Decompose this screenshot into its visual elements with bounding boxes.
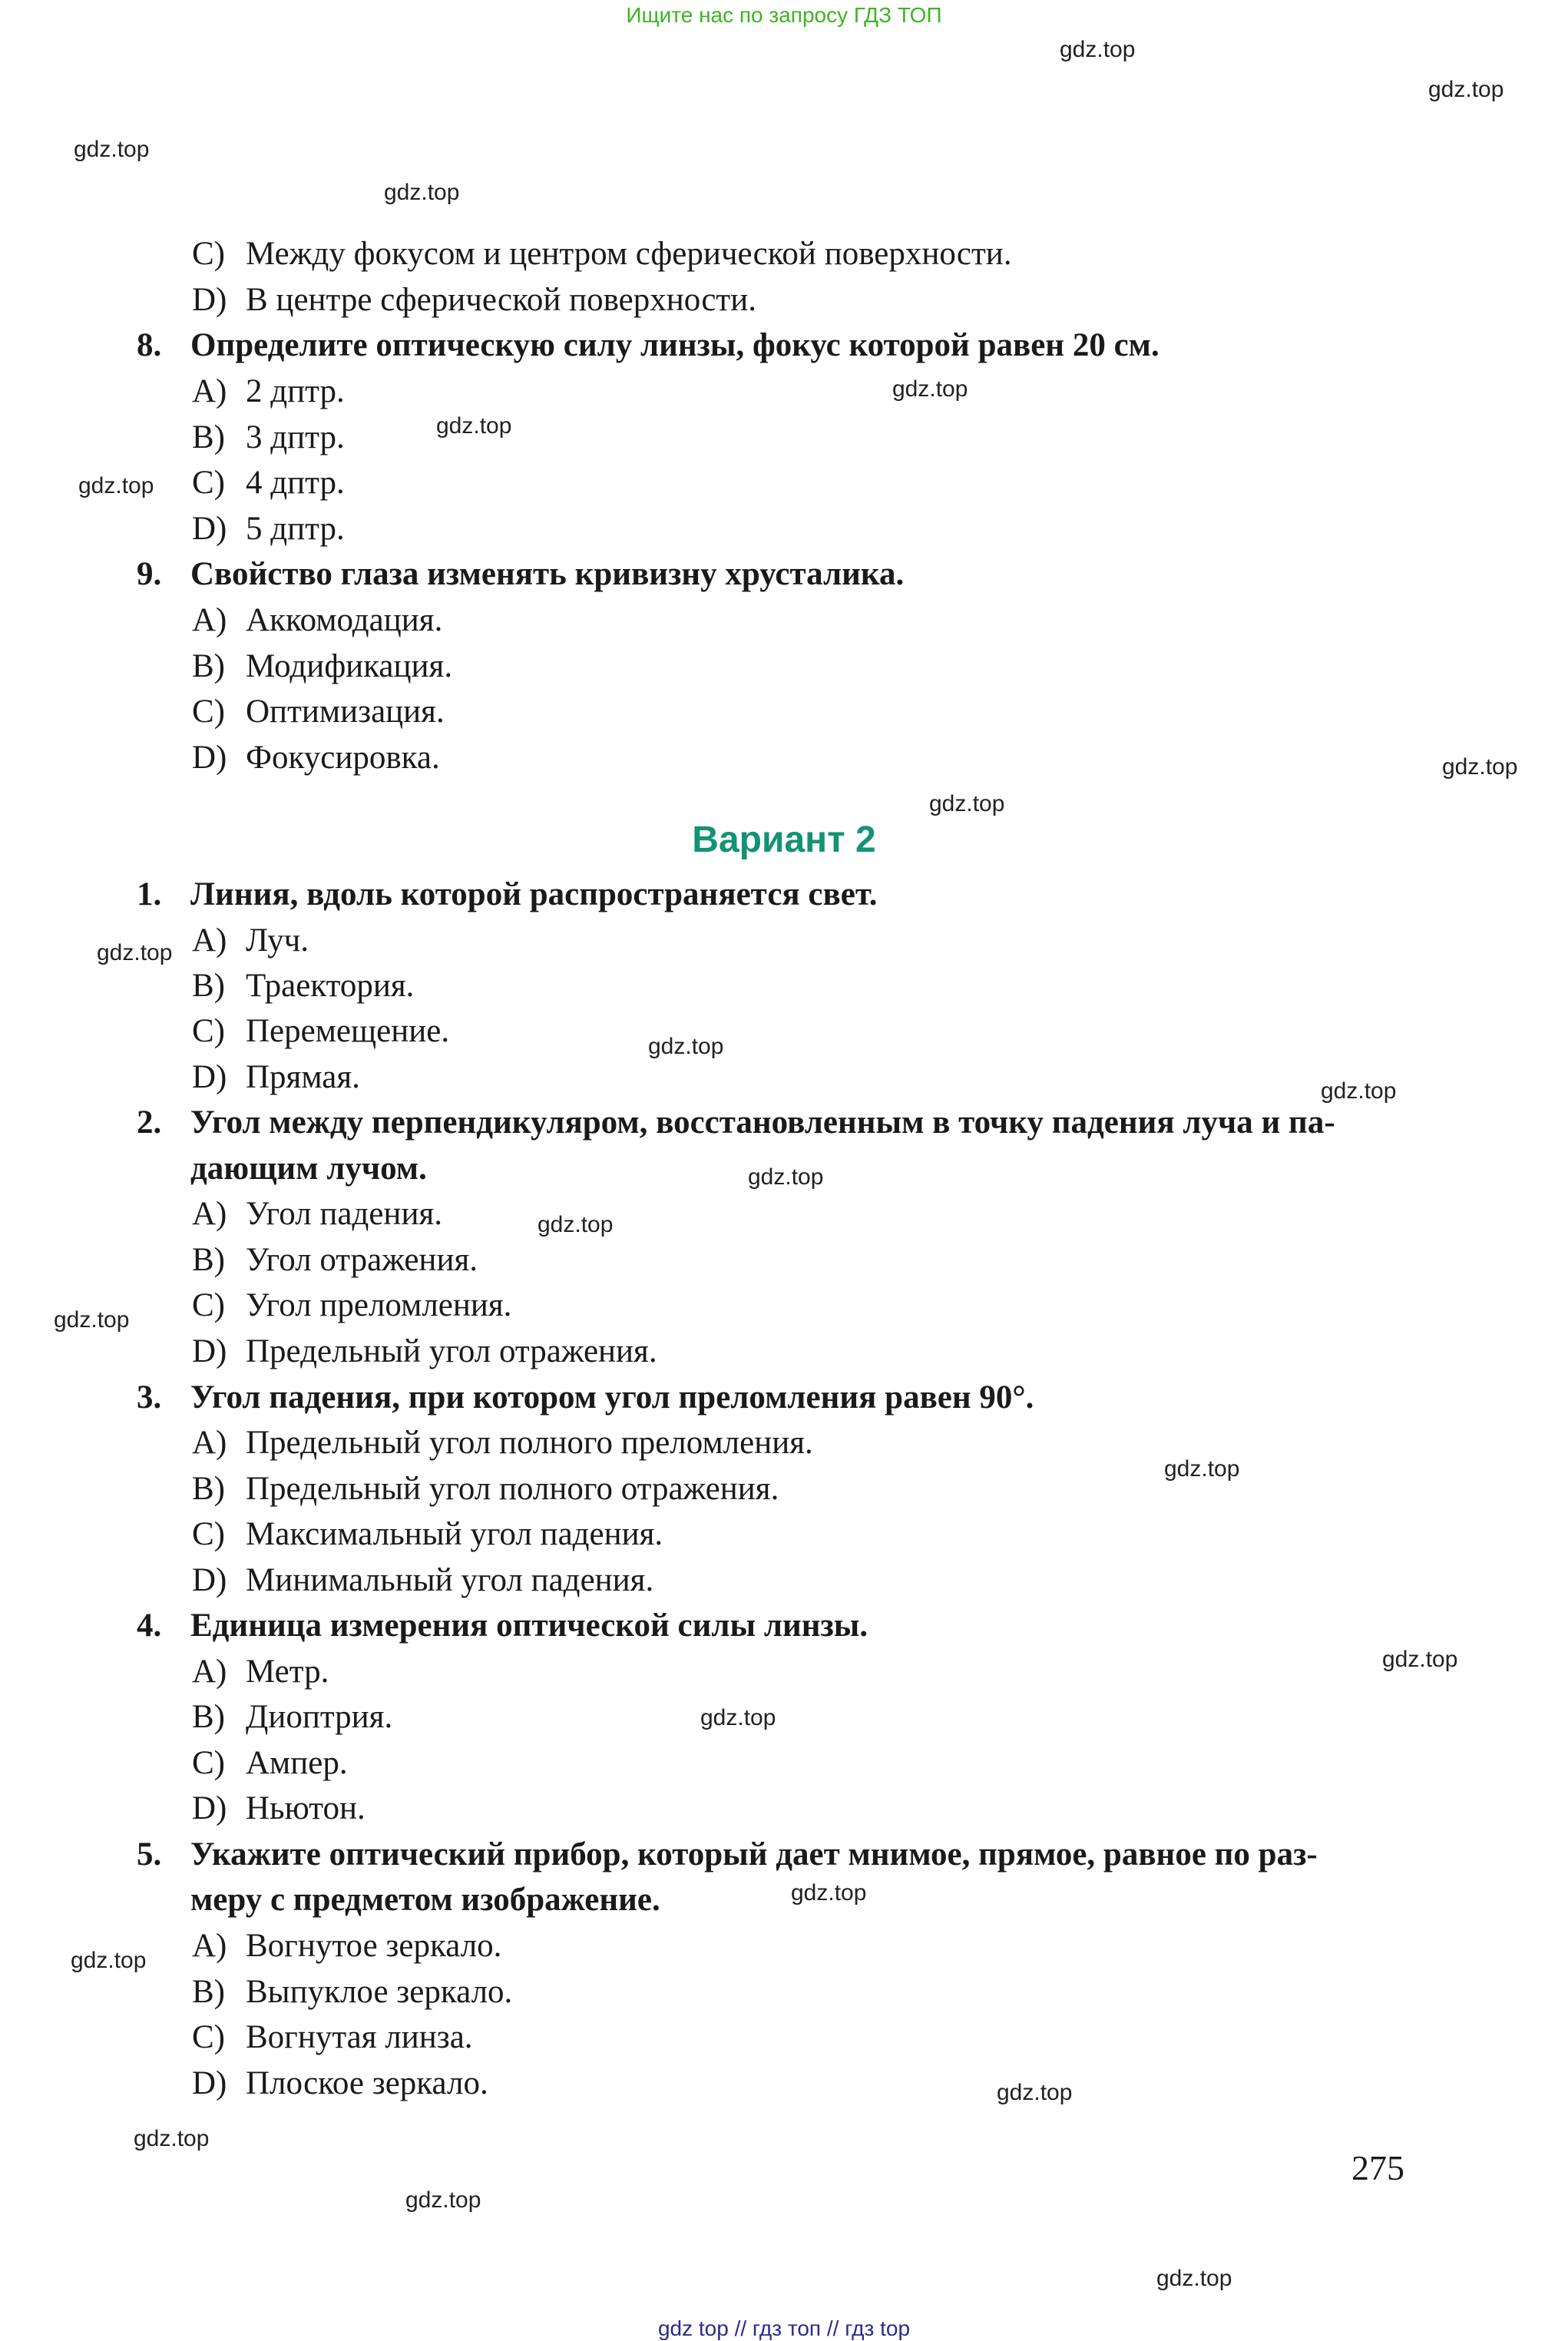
option-letter: D) bbox=[192, 1790, 227, 1826]
watermark: gdz.top bbox=[384, 180, 460, 205]
option-text: Максимальный угол падения. bbox=[246, 1516, 663, 1552]
option-text: Угол падения. bbox=[246, 1196, 442, 1232]
option-text: Ампер. bbox=[246, 1745, 348, 1781]
watermark: gdz.top bbox=[748, 1164, 824, 1190]
option-text: 3 дптр. bbox=[246, 419, 345, 455]
question-number: 5. bbox=[137, 1836, 162, 1872]
watermark: gdz.top bbox=[538, 1212, 614, 1237]
watermark: gdz.top bbox=[436, 413, 512, 439]
option-letter: D) bbox=[192, 1059, 227, 1095]
option-letter: A) bbox=[192, 922, 227, 959]
option-text: Оптимизация. bbox=[246, 694, 445, 730]
option-text: Траектория. bbox=[246, 968, 415, 1004]
option-text: Луч. bbox=[246, 922, 309, 959]
option-letter: C) bbox=[192, 1287, 225, 1323]
watermark: gdz.top bbox=[1156, 2266, 1232, 2291]
option-letter: A) bbox=[192, 1196, 227, 1232]
question-number: 2. bbox=[137, 1104, 162, 1141]
option-letter: D) bbox=[192, 2065, 227, 2101]
option-text: Модификация. bbox=[246, 648, 453, 684]
watermark: gdz.top bbox=[1382, 1647, 1458, 1672]
option-letter: D) bbox=[192, 1562, 227, 1598]
option-letter: D) bbox=[192, 740, 227, 776]
question-number: 8. bbox=[137, 327, 162, 363]
option-text: 5 дптр. bbox=[246, 511, 345, 547]
option-text: Вогнутое зеркало. bbox=[246, 1928, 502, 1964]
option-text: Между фокусом и центром сферической поверхности. bbox=[246, 236, 1012, 272]
option-text: Диоптрия. bbox=[246, 1699, 393, 1735]
watermark: gdz.top bbox=[1428, 77, 1504, 102]
question-number: 3. bbox=[137, 1379, 162, 1416]
watermark: gdz.top bbox=[54, 1307, 130, 1333]
option-text: Угол преломления. bbox=[246, 1287, 512, 1323]
option-text: Ньютон. bbox=[246, 1790, 366, 1826]
question-text: меру с предметом изображение. bbox=[190, 1882, 660, 1918]
watermark: gdz.top bbox=[1164, 1456, 1240, 1482]
question-text: Свойство глаза изменять кривизну хрусталика. bbox=[190, 556, 905, 592]
watermark: gdz.top bbox=[74, 137, 150, 162]
question-text: Определите оптическую силу линзы, фокус которой равен 20 см. bbox=[190, 327, 1159, 363]
option-text: Предельный угол отражения. bbox=[246, 1333, 657, 1369]
option-text: Угол отражения. bbox=[246, 1242, 478, 1278]
option-letter: A) bbox=[192, 1425, 227, 1461]
option-letter: D) bbox=[192, 511, 227, 547]
watermark: gdz.top bbox=[1321, 1078, 1397, 1104]
option-letter: C) bbox=[192, 2019, 225, 2055]
option-text: Метр. bbox=[246, 1654, 329, 1690]
option-text: Прямая. bbox=[246, 1059, 360, 1095]
watermark: gdz.top bbox=[1442, 754, 1518, 780]
watermark: gdz.top bbox=[791, 1880, 867, 1906]
option-letter: B) bbox=[192, 1699, 225, 1735]
watermark: gdz.top bbox=[1060, 37, 1136, 62]
option-letter: C) bbox=[192, 694, 225, 730]
question-text: Угол между перпендикуляром, восстановленным в точку падения луча и па- bbox=[190, 1104, 1335, 1141]
watermark: gdz.top bbox=[997, 2080, 1073, 2105]
option-letter: D) bbox=[192, 1333, 227, 1369]
option-letter: B) bbox=[192, 419, 225, 455]
watermark: gdz.top bbox=[71, 1948, 147, 1973]
top-banner-link[interactable]: Ищите нас по запросу ГДЗ ТОП bbox=[626, 3, 942, 27]
watermark: gdz.top bbox=[134, 2126, 210, 2151]
option-letter: A) bbox=[192, 373, 227, 409]
watermark: gdz.top bbox=[700, 1705, 776, 1730]
question-number: 4. bbox=[137, 1608, 162, 1644]
question-text: Единица измерения оптической силы линзы. bbox=[190, 1608, 868, 1644]
footer-links[interactable]: gdz top // гдз топ // гдз top bbox=[657, 2316, 911, 2340]
question-text: Угол падения, при котором угол преломления равен 90°. bbox=[190, 1379, 1034, 1416]
watermark: gdz.top bbox=[892, 376, 968, 402]
watermark: gdz.top bbox=[648, 1034, 724, 1059]
question-text: дающим лучом. bbox=[190, 1151, 427, 1187]
option-letter: C) bbox=[192, 1745, 225, 1781]
option-text: 4 дптр. bbox=[246, 465, 345, 501]
option-letter: A) bbox=[192, 1654, 227, 1690]
watermark: gdz.top bbox=[405, 2187, 481, 2213]
option-text: Предельный угол полного преломления. bbox=[246, 1425, 813, 1461]
question-text: Укажите оптический прибор, который дает мнимое, прямое, равное по раз- bbox=[190, 1836, 1318, 1872]
option-letter: C) bbox=[192, 465, 225, 501]
option-text: Выпуклое зеркало. bbox=[246, 1974, 513, 2010]
option-letter: C) bbox=[192, 1013, 225, 1049]
option-text: Фокусировка. bbox=[246, 740, 440, 776]
question-number: 9. bbox=[137, 556, 162, 592]
option-text: Минимальный угол падения. bbox=[246, 1562, 654, 1598]
watermark: gdz.top bbox=[97, 940, 173, 965]
option-text: Перемещение. bbox=[246, 1013, 450, 1049]
page-number: 275 bbox=[1351, 2148, 1404, 2187]
variant-heading: Вариант 2 bbox=[692, 820, 876, 860]
option-letter: C) bbox=[192, 236, 225, 272]
option-text: 2 дптр. bbox=[246, 373, 345, 409]
option-letter: D) bbox=[192, 282, 227, 318]
option-text: В центре сферической поверхности. bbox=[246, 282, 756, 318]
option-letter: A) bbox=[192, 1928, 227, 1964]
option-letter: B) bbox=[192, 968, 225, 1004]
option-letter: B) bbox=[192, 1242, 225, 1278]
option-text: Аккомодация. bbox=[246, 602, 443, 638]
option-letter: B) bbox=[192, 1974, 225, 2010]
question-text: Линия, вдоль которой распространяется свет. bbox=[190, 876, 878, 912]
option-letter: A) bbox=[192, 602, 227, 638]
option-text: Вогнутая линза. bbox=[246, 2019, 473, 2055]
option-text: Предельный угол полного отражения. bbox=[246, 1471, 779, 1507]
option-letter: B) bbox=[192, 1471, 225, 1507]
option-letter: B) bbox=[192, 648, 225, 684]
watermark: gdz.top bbox=[78, 473, 154, 498]
option-text: Плоское зеркало. bbox=[246, 2065, 488, 2101]
watermark: gdz.top bbox=[929, 791, 1005, 816]
question-number: 1. bbox=[137, 876, 162, 912]
option-letter: C) bbox=[192, 1516, 225, 1552]
